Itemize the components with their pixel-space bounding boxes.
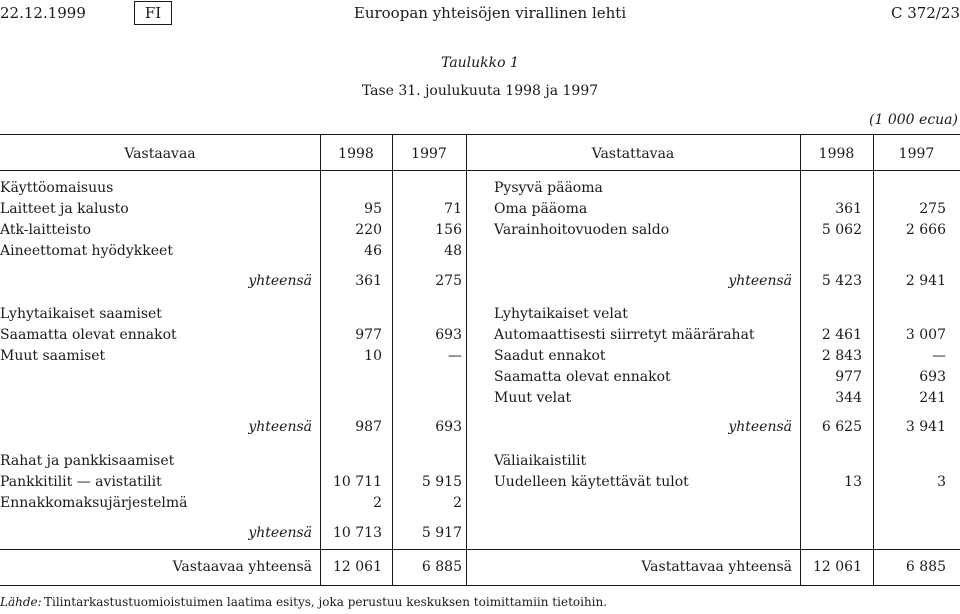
- value-1998: 2: [373, 495, 382, 511]
- grand-total-label-assets: Vastaavaa yhteensä: [172, 559, 312, 575]
- source-text: Tilintarkastustuomioistuimen laatima esitys, joka perustuu keskuksen toimittamiin tietoihin.: [44, 595, 608, 609]
- grand-total-label-liabilities: Vastattavaa yhteensä: [641, 559, 792, 575]
- row-label: Saamatta olevat ennakot: [0, 327, 177, 343]
- row-label: Pankkitilit — avistatilit: [0, 474, 162, 490]
- row-label: Laitteet ja kalusto: [0, 201, 129, 217]
- subtotal-1998: 10 713: [333, 525, 382, 541]
- row-label: Varainhoitovuoden saldo: [494, 222, 670, 238]
- row-label: Ennakkomaksujärjestelmä: [0, 495, 188, 511]
- row-label: Oma pääoma: [494, 201, 588, 217]
- value-1997: 3 007: [905, 327, 946, 343]
- value-1997: 2: [453, 495, 462, 511]
- col-header-1998: 1998: [818, 146, 855, 162]
- subtotal-1998: 6 625: [821, 419, 862, 435]
- grand-total-assets-1998: 12 061: [333, 559, 382, 575]
- value-1998: 361: [835, 201, 862, 217]
- value-1997: 693: [435, 327, 462, 343]
- section-heading: Lyhytaikaiset saamiset: [0, 306, 162, 322]
- subtotal-1997: 693: [435, 419, 462, 435]
- value-1997: 241: [919, 390, 946, 406]
- row-label: Atk-laitteisto: [0, 222, 92, 238]
- subtotal-1998: 5 423: [821, 273, 862, 289]
- value-1998: 10 711: [333, 474, 382, 490]
- col-header-1997: 1997: [898, 146, 935, 162]
- header-rule: [0, 170, 960, 171]
- header-journal: Euroopan yhteisöjen virallinen lehti: [353, 4, 627, 22]
- value-1997: 3: [937, 474, 946, 490]
- subtotal-1998: 361: [355, 273, 382, 289]
- section-heading: Väliaikaistilit: [494, 453, 587, 469]
- row-label: Automaattisesti siirretyt määrärahat: [494, 327, 755, 343]
- subtotal-label: yhteensä: [728, 419, 792, 435]
- value-1998: 220: [355, 222, 382, 238]
- subtotal-1997: 5 917: [421, 525, 462, 541]
- subtotal-1997: 2 941: [905, 273, 946, 289]
- table-caption: Taulukko 1: [441, 55, 519, 71]
- col-header-1997: 1997: [411, 146, 447, 162]
- section-heading: Rahat ja pankkisaamiset: [0, 453, 175, 469]
- table-bottom-rule: [0, 585, 960, 586]
- subtotal-1997: 275: [435, 273, 462, 289]
- section-heading: Pysyvä pääoma: [494, 180, 603, 196]
- value-1998: 2 461: [821, 327, 862, 343]
- subtotal-1998: 987: [355, 419, 382, 435]
- value-1997: 156: [435, 222, 462, 238]
- col-header-1998: 1998: [338, 146, 374, 162]
- section-heading: Käyttöomaisuus: [0, 180, 114, 196]
- subtotal-label: yhteensä: [248, 273, 312, 289]
- value-1998: 46: [364, 243, 382, 259]
- row-label: Saamatta olevat ennakot: [494, 369, 671, 385]
- value-1998: 13: [844, 474, 862, 490]
- value-1997: 48: [444, 243, 462, 259]
- row-label: Muut saamiset: [0, 348, 106, 364]
- value-1998: 2 843: [821, 348, 862, 364]
- value-1997: —: [448, 348, 462, 364]
- header-language: FI: [144, 4, 162, 22]
- row-label: Uudelleen käytettävät tulot: [494, 474, 689, 490]
- value-1998: 977: [835, 369, 862, 385]
- grand-total-liabilities-1998: 12 061: [813, 559, 862, 575]
- header-reference: C 372/23: [890, 4, 960, 22]
- value-1998: 344: [835, 390, 862, 406]
- value-1997: 275: [919, 201, 946, 217]
- value-1997: —: [932, 348, 946, 364]
- row-label: Saadut ennakot: [494, 348, 606, 364]
- value-1997: 2 666: [905, 222, 946, 238]
- value-1998: 5 062: [821, 222, 862, 238]
- value-1997: 71: [444, 201, 462, 217]
- column-divider: [466, 134, 467, 585]
- subtotal-label: yhteensä: [248, 525, 312, 541]
- table-top-rule: [0, 134, 960, 135]
- subtotal-label: yhteensä: [248, 419, 312, 435]
- col-header-assets: Vastaavaa: [124, 146, 196, 162]
- value-1998: 977: [355, 327, 382, 343]
- row-label: Muut velat: [494, 390, 572, 406]
- value-1998: 95: [364, 201, 382, 217]
- source-label: Lähde:: [0, 595, 42, 609]
- value-1997: 5 915: [421, 474, 462, 490]
- row-label: Aineettomat hyödykkeet: [0, 243, 173, 259]
- section-heading: Lyhytaikaiset velat: [494, 306, 628, 322]
- header-date: 22.12.1999: [0, 4, 86, 22]
- subtotal-label: yhteensä: [728, 273, 792, 289]
- grand-total-assets-1997: 6 885: [421, 559, 462, 575]
- value-1998: 10: [364, 348, 382, 364]
- grand-total-rule: [0, 549, 960, 550]
- value-1997: 693: [919, 369, 946, 385]
- subtotal-1997: 3 941: [905, 419, 946, 435]
- col-header-liabilities: Vastattavaa: [591, 146, 675, 162]
- unit-note: (1 000 ecua): [869, 112, 958, 128]
- grand-total-liabilities-1997: 6 885: [905, 559, 946, 575]
- table-title: Tase 31. joulukuuta 1998 ja 1997: [361, 83, 599, 99]
